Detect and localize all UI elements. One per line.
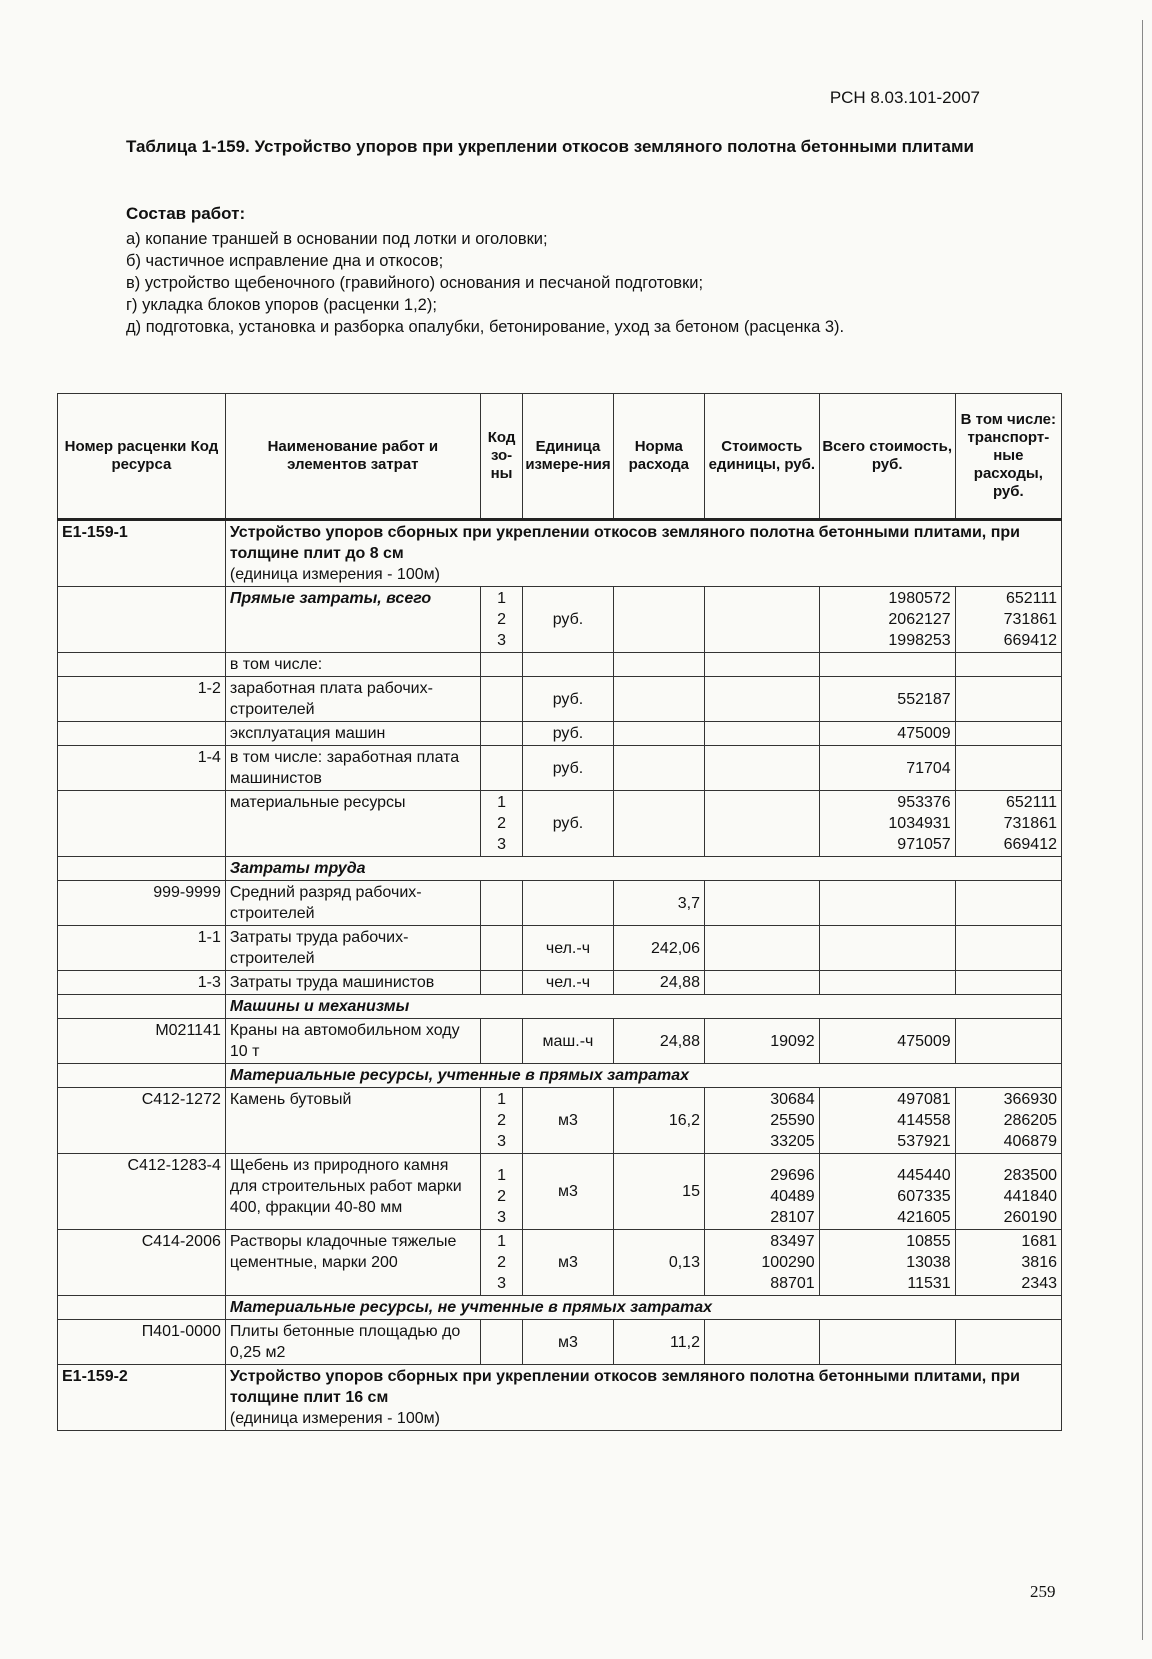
- section-title: Материальные ресурсы, не учтенные в прямых затратах: [225, 1296, 1061, 1320]
- row-norm: 15: [613, 1154, 704, 1230]
- row-code: 999-9999: [58, 881, 226, 926]
- table-row: [58, 1230, 1062, 1296]
- row-zones: 1 2 3: [480, 791, 522, 857]
- table-row: [58, 791, 1062, 857]
- row-zones: 1 2 3: [480, 587, 522, 653]
- row-total: 445440 607335 421605: [819, 1154, 955, 1230]
- col-header-total: Всего стоимость, руб.: [819, 394, 955, 520]
- work-item: б) частичное исправление дна и откосов;: [126, 252, 444, 270]
- row-price: 83497 100290 88701: [704, 1230, 819, 1296]
- row-name: в том числе:: [225, 653, 480, 677]
- row-name: Затраты труда рабочих-строителей: [225, 926, 480, 971]
- col-header-unit: Единица измере-ния: [523, 394, 613, 520]
- table-row: [58, 722, 1062, 746]
- row-name: заработная плата рабочих-строителей: [225, 677, 480, 722]
- table-row: [58, 1019, 1062, 1064]
- row-unit: м3: [523, 1154, 613, 1230]
- col-header-code: Номер расценки Код ресурса: [58, 394, 226, 520]
- row-unit: м3: [523, 1088, 613, 1154]
- row-norm: 3,7: [613, 881, 704, 926]
- row-unit: руб.: [523, 587, 613, 653]
- row-norm: 16,2: [613, 1088, 704, 1154]
- col-header-price: Стоимость единицы, руб.: [704, 394, 819, 520]
- table-row: [58, 881, 1062, 926]
- row-norm: 0,13: [613, 1230, 704, 1296]
- section-row: [58, 1296, 1062, 1320]
- row-transport: 1681 3816 2343: [955, 1230, 1061, 1296]
- row-total: 475009: [819, 1019, 955, 1064]
- row-norm: 11,2: [613, 1320, 704, 1365]
- row-price: 19092: [704, 1019, 819, 1064]
- table-row: [58, 653, 1062, 677]
- row-code: С412-1272: [58, 1088, 226, 1154]
- row-code: 1-1: [58, 926, 226, 971]
- row-total: 71704: [819, 746, 955, 791]
- row-total: 552187: [819, 677, 955, 722]
- rate-title-cell: [225, 1365, 1061, 1431]
- row-zones: 1 2 3: [480, 1230, 522, 1296]
- row-transport: 652111 731861 669412: [955, 587, 1061, 653]
- rate-code: Е1-159-2: [58, 1365, 226, 1431]
- row-name: Растворы кладочные тяжелые цементные, марки 200: [225, 1230, 480, 1296]
- norms-table: [57, 393, 1062, 1431]
- row-unit: маш.-ч: [523, 1019, 613, 1064]
- row-unit: руб.: [523, 746, 613, 791]
- table-row: [58, 1154, 1062, 1230]
- row-name: Щебень из природного камня для строительных работ марки 400, фракции 40-80 мм: [225, 1154, 480, 1230]
- row-norm: 242,06: [613, 926, 704, 971]
- page-edge-divider: [1142, 20, 1143, 1640]
- row-unit: чел.-ч: [523, 971, 613, 995]
- table-title: Таблица 1-159. Устройство упоров при укреплении откосов земляного полотна бетонными плитами: [126, 137, 974, 156]
- work-item: г) укладка блоков упоров (расценки 1,2);: [126, 296, 437, 314]
- row-name: Средний разряд рабочих-строителей: [225, 881, 480, 926]
- row-unit: руб.: [523, 677, 613, 722]
- row-unit: м3: [523, 1230, 613, 1296]
- row-price: 29696 40489 28107: [704, 1154, 819, 1230]
- col-header-name: Наименование работ и элементов затрат: [225, 394, 480, 520]
- table-row: [58, 1088, 1062, 1154]
- document-code: РСН 8.03.101-2007: [829, 88, 980, 107]
- row-total: 475009: [819, 722, 955, 746]
- row-total: 497081 414558 537921: [819, 1088, 955, 1154]
- row-code: 1-4: [58, 746, 226, 791]
- row-unit: чел.-ч: [523, 926, 613, 971]
- row-zones: 1 2 3: [480, 1154, 522, 1230]
- row-name: Затраты труда машинистов: [225, 971, 480, 995]
- table-row: [58, 971, 1062, 995]
- row-name: Камень бутовый: [225, 1088, 480, 1154]
- row-zones: 1 2 3: [480, 1088, 522, 1154]
- col-header-zone: Код зо-ны: [480, 394, 522, 520]
- work-item: а) копание траншей в основании под лотки и оголовки;: [126, 230, 548, 248]
- row-unit: руб.: [523, 722, 613, 746]
- section-title: Затраты труда: [225, 857, 1061, 881]
- row-unit: м3: [523, 1320, 613, 1365]
- table-row: [58, 1320, 1062, 1365]
- col-header-transport: В том числе: транспорт-ные расходы, руб.: [955, 394, 1061, 520]
- section-row: [58, 995, 1062, 1019]
- row-total: 10855 13038 11531: [819, 1230, 955, 1296]
- section-title: Машины и механизмы: [225, 995, 1061, 1019]
- table-row: [58, 677, 1062, 722]
- row-name: Краны на автомобильном ходу 10 т: [225, 1019, 480, 1064]
- row-total: 1980572 2062127 1998253: [819, 587, 955, 653]
- rate-unit-note: (единица измерения - 100м): [229, 1410, 440, 1427]
- row-norm: 24,88: [613, 971, 704, 995]
- row-name: эксплуатация машин: [225, 722, 480, 746]
- section-row: [58, 857, 1062, 881]
- work-composition-list: [126, 228, 844, 338]
- row-code: 1-2: [58, 677, 226, 722]
- rate-header-row: [58, 1365, 1062, 1431]
- row-name: в том числе: заработная плата машинистов: [225, 746, 480, 791]
- row-unit: руб.: [523, 791, 613, 857]
- row-code: С412-1283-4: [58, 1154, 226, 1230]
- section-row: [58, 1064, 1062, 1088]
- row-norm: 24,88: [613, 1019, 704, 1064]
- row-code: П401-0000: [58, 1320, 226, 1365]
- work-composition-title: Состав работ:: [126, 204, 246, 223]
- rate-header-row: [58, 520, 1062, 587]
- row-price: 30684 25590 33205: [704, 1088, 819, 1154]
- rate-code: Е1-159-1: [58, 520, 226, 587]
- work-item: д) подготовка, установка и разборка опалубки, бетонирование, уход за бетоном (расценка 3).: [126, 318, 845, 336]
- rate-unit-note: (единица измерения - 100м): [229, 566, 440, 583]
- row-name: Плиты бетонные площадью до 0,25 м2: [225, 1320, 480, 1365]
- table-row: [58, 746, 1062, 791]
- row-transport: 366930 286205 406879: [955, 1088, 1061, 1154]
- work-item: в) устройство щебеночного (гравийного) основания и песчаной подготовки;: [126, 274, 704, 292]
- rate-title-cell: [225, 520, 1061, 587]
- row-transport: 652111 731861 669412: [955, 791, 1061, 857]
- row-code: 1-3: [58, 971, 226, 995]
- rate-title: Устройство упоров сборных при укреплении откосов земляного полотна бетонными плитами, при толщине плит до 8 см: [229, 524, 1020, 562]
- row-name: Прямые затраты, всего: [225, 587, 480, 653]
- row-total: 953376 1034931 971057: [819, 791, 955, 857]
- page-number: 259: [1030, 1582, 1056, 1601]
- col-header-norm: Норма расхода: [613, 394, 704, 520]
- row-transport: 283500 441840 260190: [955, 1154, 1061, 1230]
- rate-title: Устройство упоров сборных при укреплении откосов земляного полотна бетонными плитами, при толщине плит 16 см: [229, 1368, 1020, 1406]
- section-title: Материальные ресурсы, учтенные в прямых затратах: [225, 1064, 1061, 1088]
- row-code: С414-2006: [58, 1230, 226, 1296]
- table-header-row: [58, 394, 1062, 520]
- row-code: М021141: [58, 1019, 226, 1064]
- row-name: материальные ресурсы: [225, 791, 480, 857]
- table-row: [58, 587, 1062, 653]
- table-row: [58, 926, 1062, 971]
